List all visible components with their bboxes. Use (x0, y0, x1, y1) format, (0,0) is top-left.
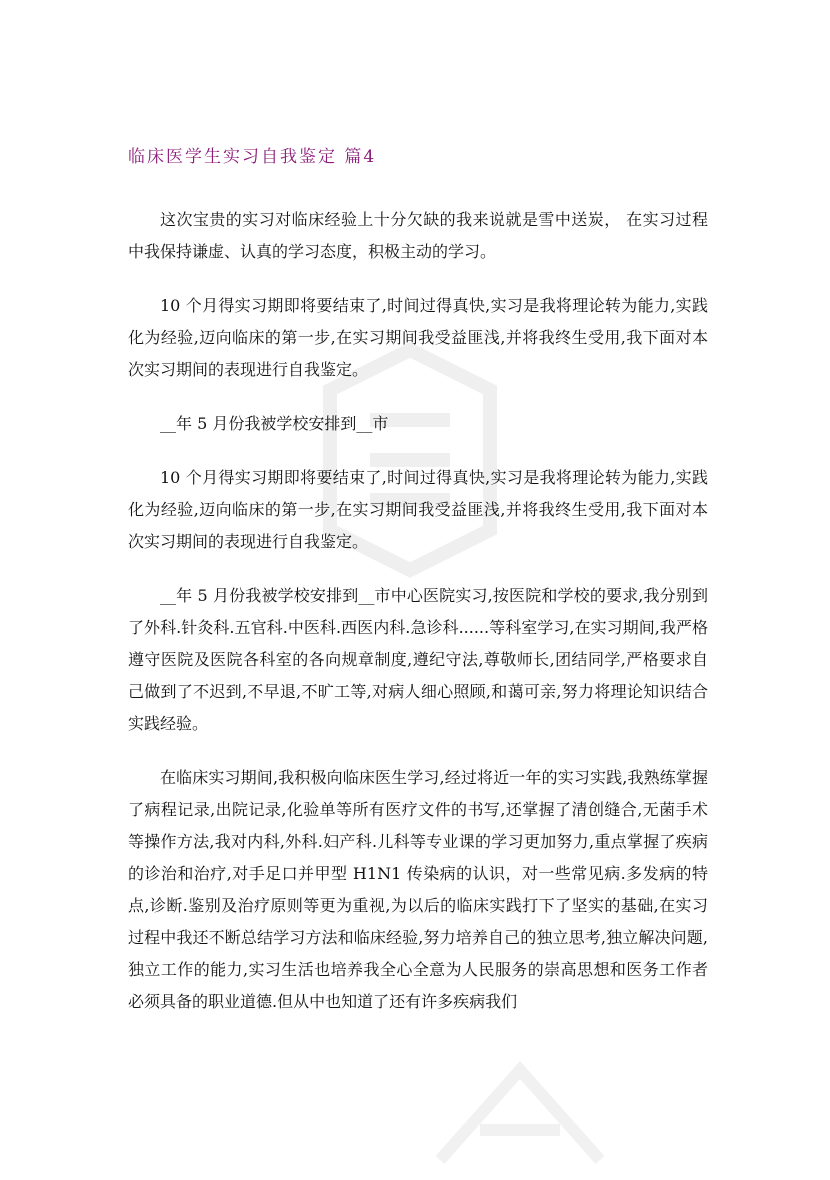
document-title: 临床医学生实习自我鉴定 篇4 (128, 147, 377, 167)
paragraph-2: 10 个月得实习期即将要结束了,时间过得真快,实习是我将理论转为能力,实践化为经验,迈向临床的第一步,在实习期间我受益匪浅,并将我终生受用,我下面对本次实习期间的表现进行自我鉴定。 (128, 296, 708, 379)
watermark-logo-bottom-icon (420, 1040, 620, 1180)
paragraph-6: 在临床实习期间,我积极向临床医生学习,经过将近一年的实习实践,我熟练掌握了病程记录,出院记录,化验单等所有医疗文件的书写,还掌握了清创缝合,无菌手术等操作方法,我对内科,外科.妇产科.儿科等专业课的学习更加努力,重点掌握了疾病的诊治和治疗,对手足口并甲型 H1N1 传染病的认识，对一些常见病.多发病的特点,诊断.鉴别及治疗原则等更为重视,为以后的临床实践打下了坚实的基础,在实习过程中我还不断总结学习方法和临床经验,努力培养自己的独立思考,独立解决问题,独立工作的能力,实习生活也培养我全心全意为人民服务的崇高思想和医务工作者必须具备的职业道德.但从中也知道了还有许多疾病我们 (128, 768, 708, 1011)
paragraph-4: 10 个月得实习期即将要结束了,时间过得真快,实习是我将理论转为能力,实践化为经验,迈向临床的第一步,在实习期间我受益匪浅,并将我终生受用,我下面对本次实习期间的表现进行自我鉴定。 (128, 468, 708, 551)
paragraph-3: __年 5 月份我被学校安排到__市 (160, 414, 389, 433)
paragraph-1: 这次宝贵的实习对临床经验上十分欠缺的我来说就是雪中送炭， 在实习过程中我保持谦虚、认真的学习态度，积极主动的学习。 (128, 210, 708, 261)
paragraph-5: __年 5 月份我被学校安排到__市中心医院实习,按医院和学校的要求,我分别到了外科.针灸科.五官科.中医科.西医内科.急诊科......等科室学习,在实习期间,我严格遵守医院及医院各科室的各向规章制度,遵纪守法,尊敬师长,团结同学,严格要求自己做到了不迟到,不早退,不旷工等,对病人细心照顾,和蔼可亲,努力将理论知识结合实践经验。 (128, 586, 708, 733)
document-body (128, 204, 708, 1040)
